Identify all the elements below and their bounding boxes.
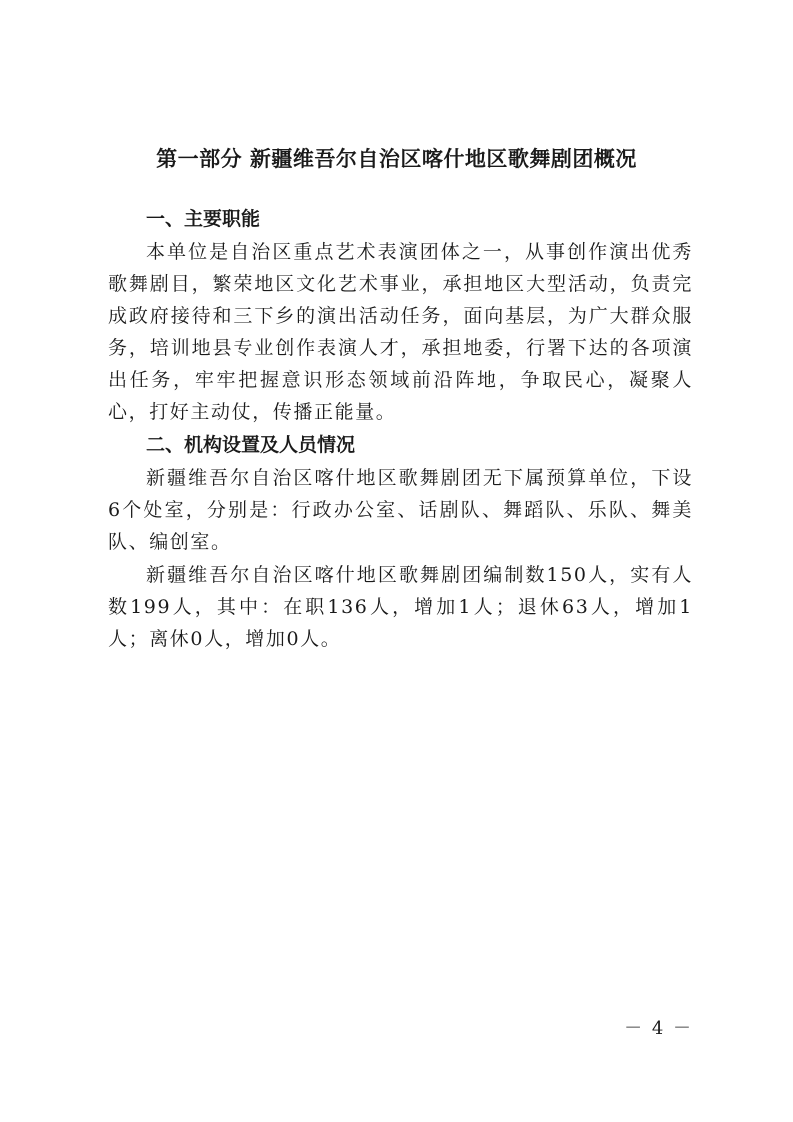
- paragraph-organization-structure: 新疆维吾尔自治区喀什地区歌舞剧团无下属预算单位，下设6个处室，分别是：行政办公室、话剧队、舞蹈队、乐队、舞美队、编创室。: [108, 467, 693, 553]
- page-number: － 4 －: [624, 1018, 693, 1039]
- paragraph-staffing: 新疆维吾尔自治区喀什地区歌舞剧团编制数150人，实有人数199人，其中：在职136人，增加1人；退休63人，增加1人；离休0人，增加0人。: [108, 564, 693, 650]
- section-heading-main-functions: 一、主要职能: [146, 208, 261, 230]
- document-title: 第一部分 新疆维吾尔自治区喀什地区歌舞剧团概况: [156, 147, 637, 171]
- paragraph-main-functions: 本单位是自治区重点艺术表演团体之一，从事创作演出优秀歌舞剧目，繁荣地区文化艺术事业，承担地区大型活动，负责完成政府接待和三下乡的演出活动任务，面向基层，为广大群众服务，培训地县专业创作表演人才，承担地委，行署下达的各项演出任务，牢牢把握意识形态领域前沿阵地，争取民心，凝聚人心，打好主动仗，传播正能量。: [108, 241, 693, 423]
- section-heading-organization: 二、机构设置及人员情况: [146, 434, 356, 456]
- document-body: [108, 203, 693, 656]
